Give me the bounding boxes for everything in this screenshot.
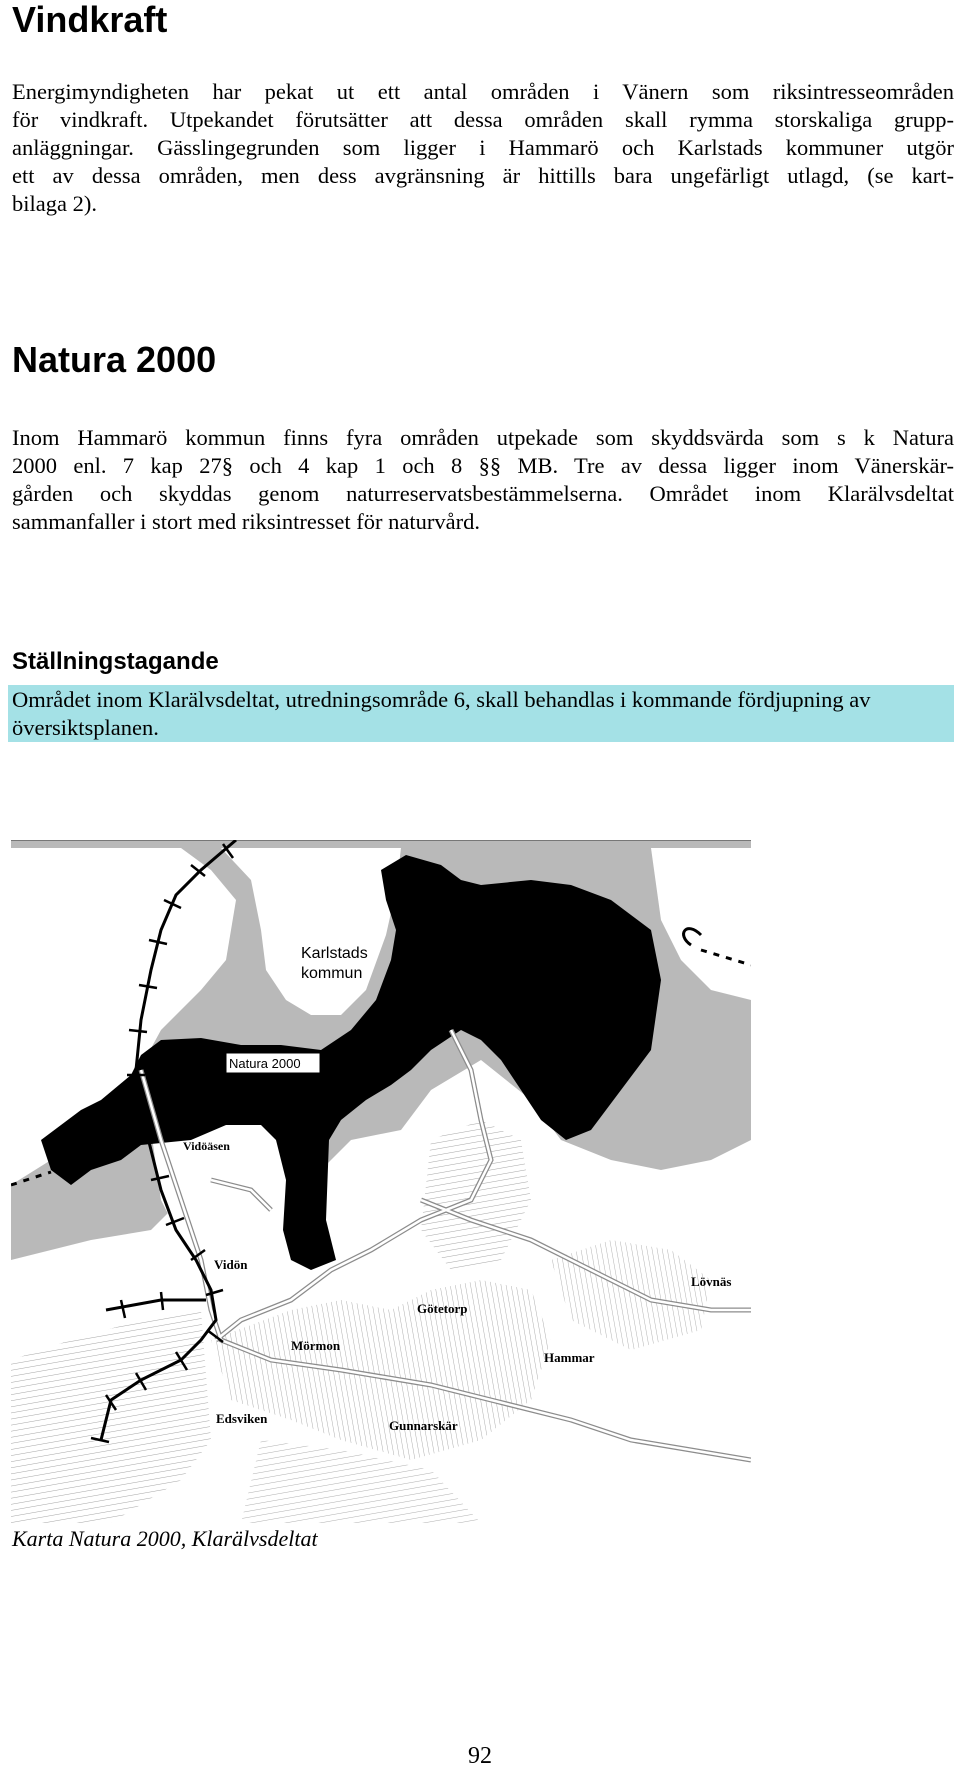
text-line: översiktsplanen. [12,715,159,740]
highlighted-statement-box [8,685,954,742]
map-label-hammar: Hammar [544,1350,595,1365]
map-label-lovnas: Lövnäs [691,1274,732,1289]
text-line: Området inom Klarälvsdeltat, utredningsområde 6, skall behandlas i kommande fördjupning av [12,687,871,712]
heading-natura-2000: Natura 2000 [12,339,217,380]
text-line: gården och skyddas genom naturreservatsbestämmelserna. Området inom Klarälvsdeltat [12,481,954,506]
paragraph-stallningstagande [8,685,950,742]
map-label: Karlstads [301,945,368,962]
map-label-vidon: Vidön [214,1257,248,1272]
text-line: bilaga 2). [12,191,97,216]
paragraph-natura-2000 [12,424,954,536]
map-label-vidoasen: Vidöäsen [183,1139,230,1153]
map-label: Natura 2000 [229,1056,301,1071]
text-line: anläggningar. Gässlingegrunden som ligger i Hammarö och Karlstads kommuner utgör [12,135,954,160]
text-line: sammanfaller i stort med riksintresset för naturvård. [12,509,480,534]
map-label: kommun [301,965,363,982]
map-caption: Karta Natura 2000, Klarälvsdeltat [12,1526,318,1551]
page-number: 92 [468,1743,492,1769]
heading-stallningstagande: Ställningstagande [12,648,219,675]
text-line: Inom Hammarö kommun finns fyra områden utpekade som skyddsvärda som s k Natura [12,425,954,450]
text-line: för vindkraft. Utpekandet förutsätter att dessa områden skall rymma storskaliga grupp- [12,107,954,132]
text-line: Energimyndigheten har pekat ut ett antal områden i Vänern som riksintresseområden [12,79,954,104]
map-svg [11,840,751,1523]
text-line: ett av dessa områden, men dess avgränsning är hittills bara ungefärligt utlagd, (se kart- [12,163,954,188]
text-line: 2000 enl. 7 kap 27§ och 4 kap 1 och 8 §§ MB. Tre av dessa ligger inom Vänerskär- [12,453,954,478]
map-label-gotetorp: Götetorp [417,1301,468,1316]
map-label-edsviken: Edsviken [216,1411,268,1426]
label-natura-2000 [226,1053,320,1073]
heading-vindkraft: Vindkraft [12,0,168,40]
natura-2000-map [11,840,751,1523]
map-label-gunnarskar: Gunnarskär [389,1418,458,1433]
map-label-mormon: Mörmon [291,1338,341,1353]
paragraph-vindkraft [12,78,954,218]
